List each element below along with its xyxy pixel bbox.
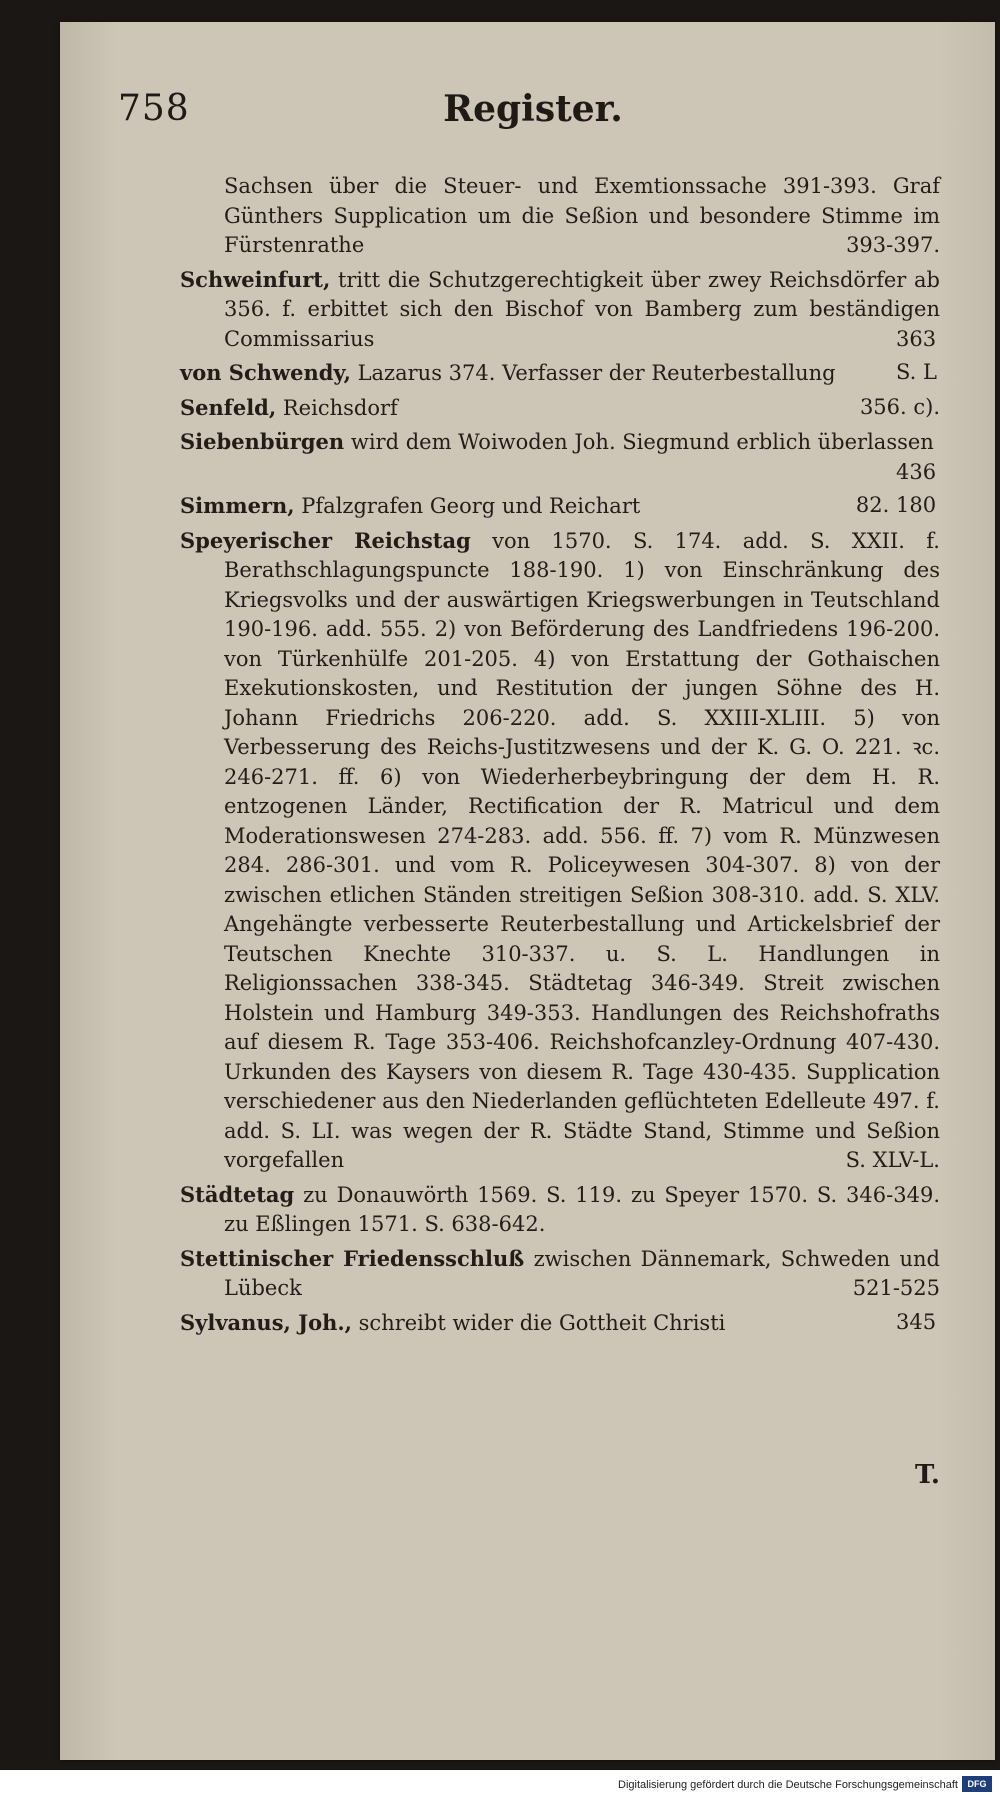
running-title: Register. — [443, 88, 623, 130]
entry-page-ref: 82. 180 — [855, 493, 937, 517]
entry-heading: Senfeld, — [180, 394, 277, 420]
entry-page-ref: S. L — [896, 360, 937, 384]
entry-text: von 1570. S. 174. add. S. XXII. f. Berathschlagungspuncte 188-190. 1) von Einschränkung des Kriegsvolks und der auswärtigen Kriegswerbungen in Teutschland 190-196. add. 555. 2) von Beförderung des Landfriedens 196-200. von Türkenhülfe 201-205. 4) von Erstattung der Gothaischen Exekutionskosten, und Restitution der jungen Söhne des H. Johann Friedrichs 206-220. add. S. XXIII-XLIII. 5) von Verbesserung des Reichs-Justitzwesens und der K. G. O. 221. ꝛc. 246-271. ff. 6) von Wiederherbeybringung der dem H. R. entzogenen Länder, Rectification der R. Matricul und dem Moderationswesen 274-283. add. 556. ff. 7) vom R. Münzwesen 284. 286-301. und vom R. Policeywesen 304-307. 8) von der zwischen etlichen Ständen streitigen Seßion 308-310. add. S. XLV. Angehängte verbesserte Reuterbestallung und Artickelsbrief der Teutschen Knechte 310-337. u. S. L. Handlungen in Religionssachen 338-345. Städtetag 346-349. Streit zwischen Holstein und Hamburg 349-353. Handlungen des Reichshofraths auf diesem R. Tage 353-406. Reichshofcanzley-Ordnung 407-430. Urkunden des Kaysers von diesem R. Tage 430-435. Supplication verschiedener aus den Niederlanden geflüchteten Edelleute 497. f. add. S. LI. was wegen der R. Städte Stand, Stimme und Seßion vorgefallen — [224, 528, 940, 1172]
entry-text: schreibt wider die Gottheit Christi — [358, 1310, 726, 1335]
entry-heading: Sylvanus, Joh., — [180, 1309, 352, 1335]
entry-heading: von Schwendy, — [180, 360, 351, 385]
entry-page-ref: 393-397. — [846, 233, 940, 257]
entry-text: wird dem Woiwoden Joh. Siegmund erblich überlassen — [350, 430, 934, 454]
entry-text: zu Donauwörth 1569. S. 119. zu Speyer 1570. S. 346-349. zu Eßlingen 1571. S. 638-642. — [224, 1182, 940, 1236]
register-entry — [180, 427, 940, 487]
dfg-logo-icon: DFG — [962, 1776, 992, 1792]
register-entry — [180, 1180, 940, 1240]
register-entry — [180, 172, 940, 261]
entry-heading: Stettinischer Friedensschluß — [180, 1245, 525, 1271]
entry-text: zwischen Dännemark, Schweden und Lübeck — [224, 1246, 940, 1300]
register-entry — [180, 491, 940, 522]
entry-text: Sachsen über die Steuer- und Exemtionssache 391-393. Graf Günthers Supplication um die Seßion und besondere Stimme im Fürstenrathe — [224, 174, 940, 257]
entry-text: Reichsdorf — [282, 395, 398, 420]
entry-text: Lazarus 374. Verfasser der Reuterbestallung — [357, 361, 836, 385]
entry-text: Pfalzgrafen Georg und Reichart — [301, 494, 641, 518]
register-entry — [180, 1244, 940, 1304]
register-entry — [180, 393, 940, 424]
entry-page-ref: S. XLV-L. — [845, 1148, 940, 1172]
register-entry — [180, 265, 940, 355]
digitization-footer — [0, 1770, 1000, 1801]
entry-page-ref: 345 — [896, 1309, 937, 1334]
entry-page-ref: 521-525 — [852, 1276, 940, 1300]
register-text — [180, 172, 940, 1342]
entry-heading: Städtetag — [180, 1181, 295, 1207]
entry-heading: Schweinfurt, — [180, 266, 331, 292]
catchword: T. — [914, 1460, 940, 1490]
page-number: 758 — [118, 88, 190, 129]
entry-heading: Simmern, — [180, 493, 295, 518]
register-entry — [180, 526, 940, 1176]
footer-credit: Digitalisierung gefördert durch die Deutsche Forschungsgemeinschaft — [618, 1779, 958, 1791]
entry-page-ref: 356. c). — [859, 394, 940, 419]
entry-text: tritt die Schutzgerechtigkeit über zwey Reichsdörfer ab 356. f. erbittet sich den Bischof von Bamberg zum beständigen Commissarius — [224, 267, 940, 351]
register-entry — [180, 1308, 940, 1339]
register-entry — [180, 358, 940, 389]
page-header — [118, 88, 948, 148]
entry-heading: Speyerischer Reichstag — [180, 527, 471, 553]
entry-page-ref: 363 — [896, 326, 937, 351]
entry-heading: Siebenbürgen — [180, 429, 345, 454]
entry-page-ref: 436 — [896, 459, 937, 484]
